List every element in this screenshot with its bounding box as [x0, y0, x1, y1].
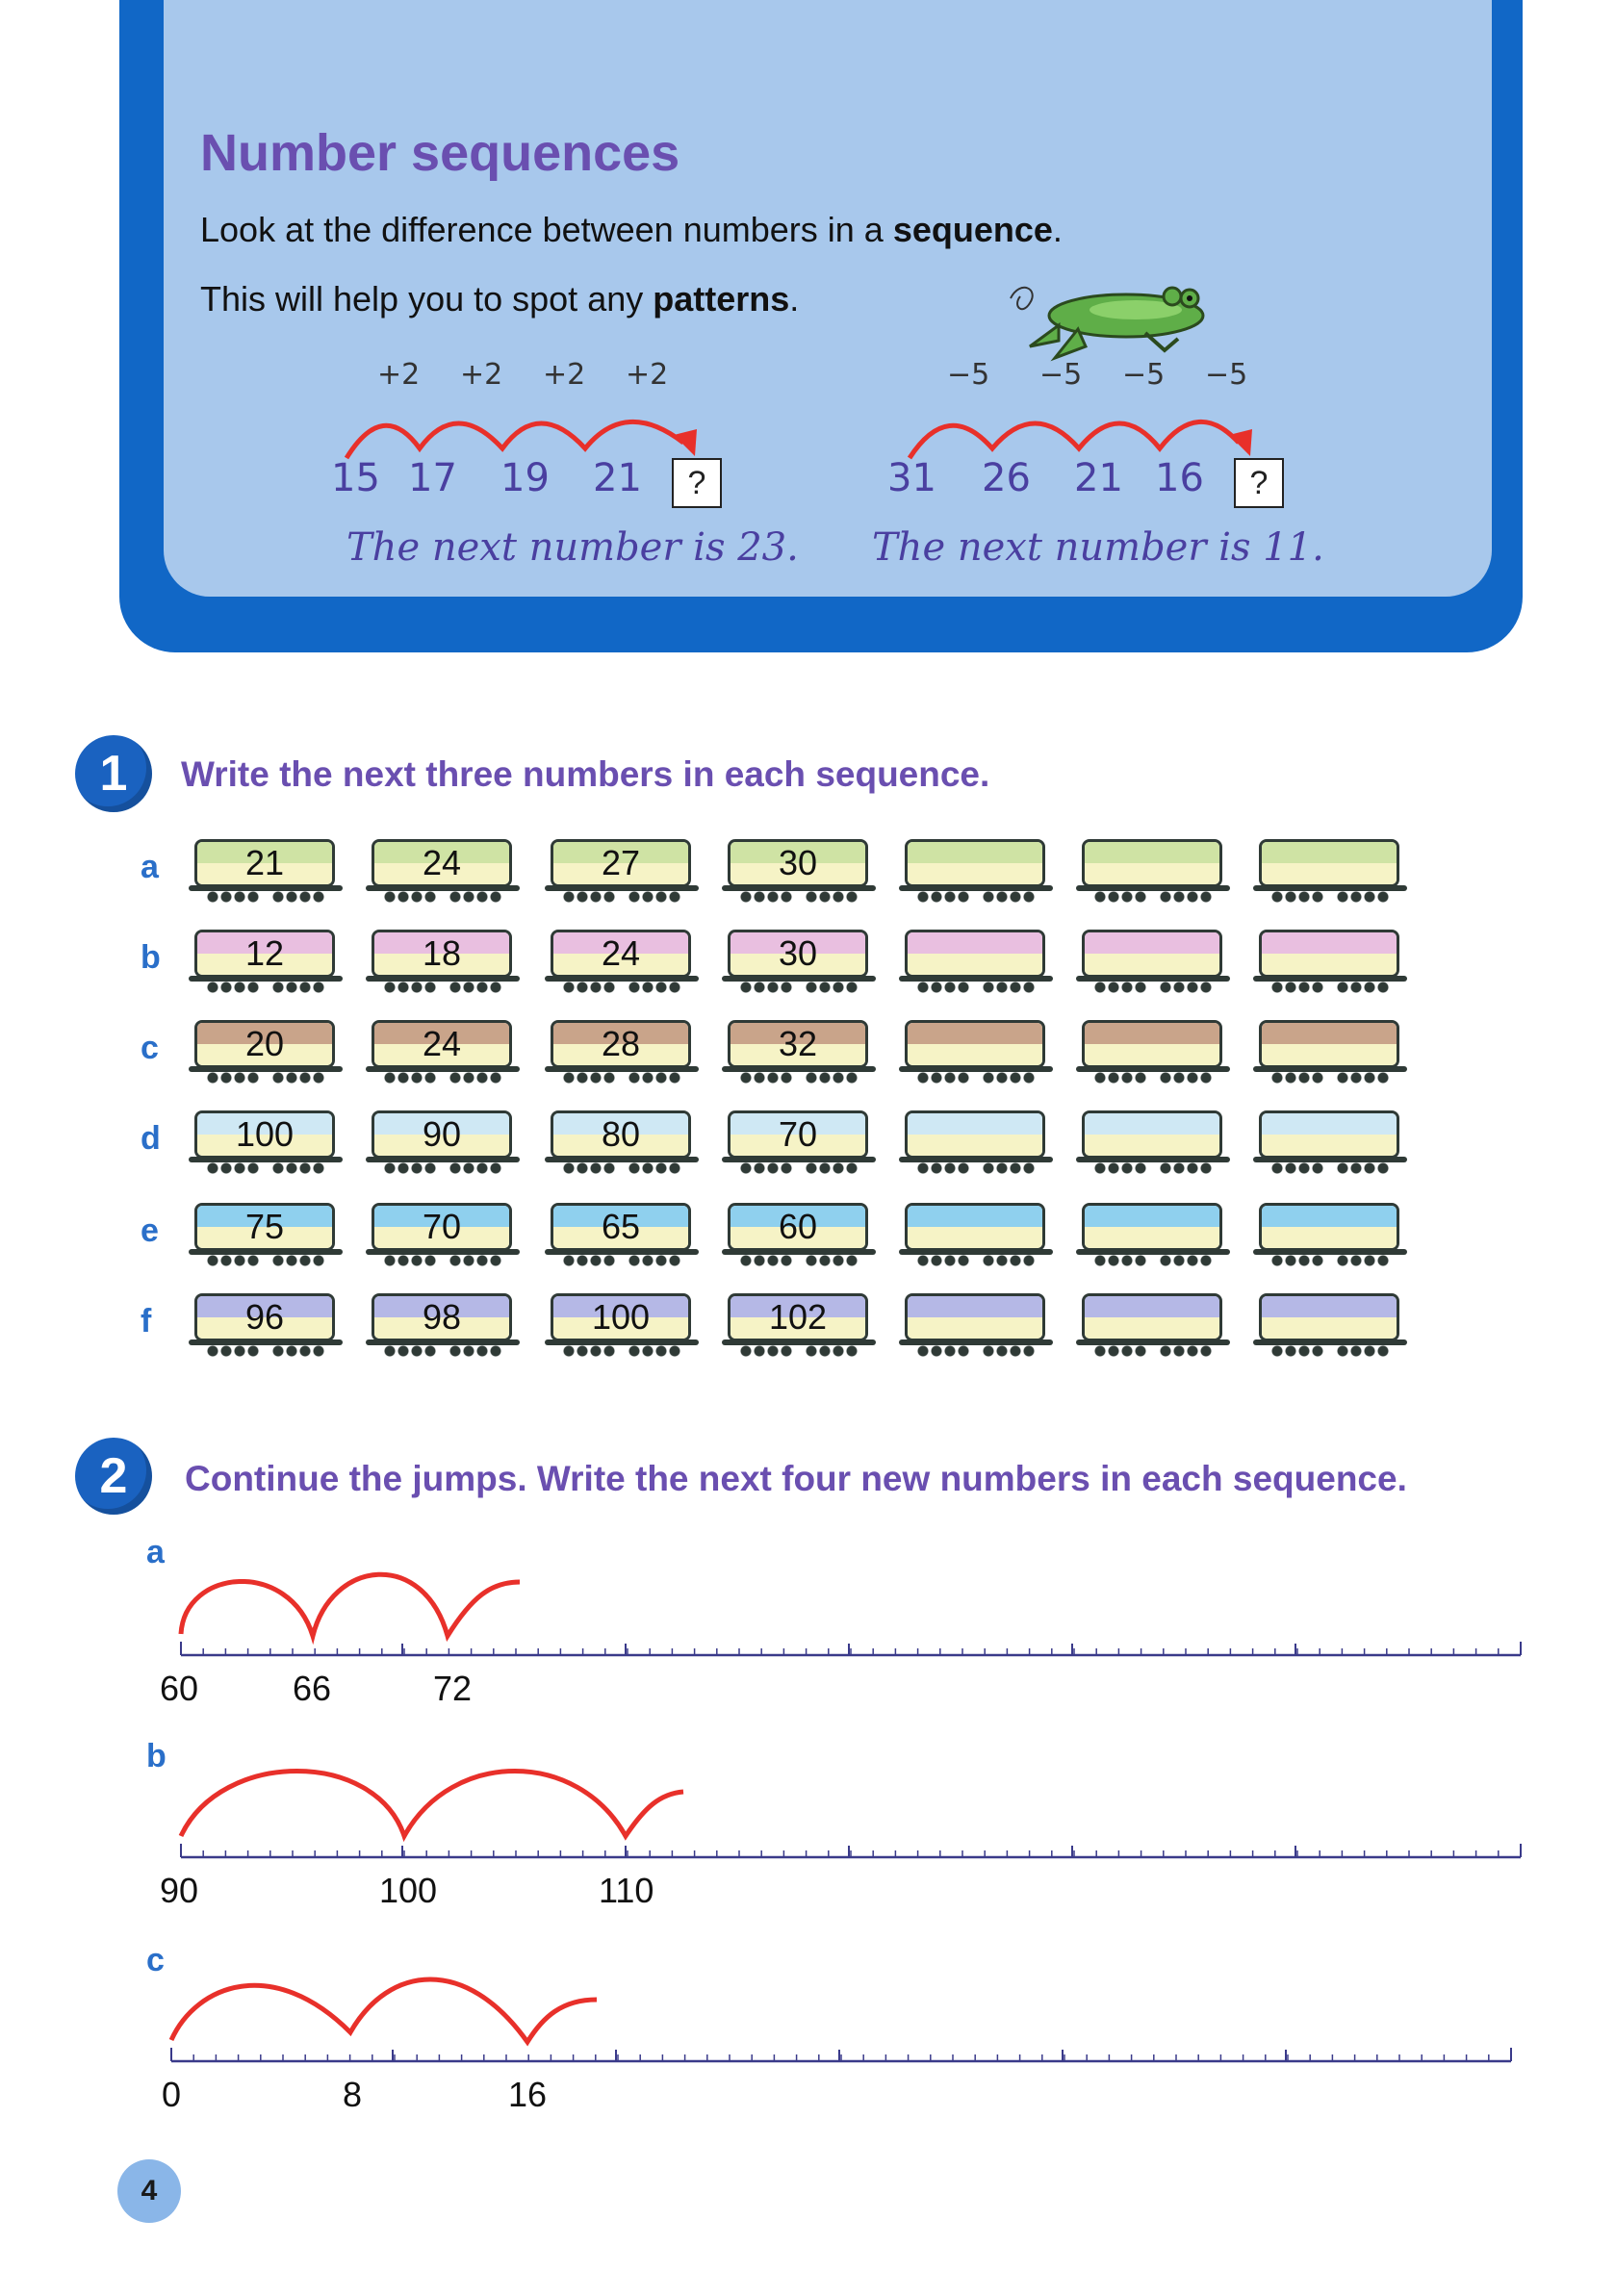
wheels-icon [562, 1162, 616, 1174]
wheels-icon [383, 982, 437, 993]
wagon-body [905, 1293, 1045, 1341]
wagon-body [905, 839, 1045, 887]
wheels-icon [206, 1162, 260, 1174]
wagon-body [905, 930, 1045, 978]
number-wagon [722, 1110, 876, 1178]
question-2-title: Continue the jumps. Write the next four new numbers in each sequence. [185, 1459, 1407, 1498]
jump-label: +2 [460, 358, 503, 392]
answer-wagon[interactable] [1253, 1110, 1407, 1178]
wagon-top [1262, 1206, 1397, 1227]
wheels-icon [383, 891, 437, 903]
wagon-bottom [1085, 1317, 1219, 1339]
answer-wagon[interactable] [1076, 930, 1230, 997]
wheels-icon [1093, 1162, 1147, 1174]
wheels-icon [271, 1345, 325, 1357]
wagon-body [1082, 930, 1222, 978]
wagon-top [1262, 1023, 1397, 1044]
number-wagon [722, 839, 876, 906]
wagon-top [1085, 842, 1219, 863]
wagon-value: 24 [422, 1024, 462, 1063]
wheels-icon [206, 1345, 260, 1357]
wagon-bottom [1085, 1044, 1219, 1065]
wheels-icon [271, 1255, 325, 1266]
number-line-value: 8 [343, 2075, 363, 2114]
wheels-icon [805, 982, 859, 993]
wagon-top [1262, 932, 1397, 954]
wagon-top [908, 1206, 1042, 1227]
wagon-value: 102 [768, 1297, 828, 1337]
wheels-icon [916, 1072, 970, 1084]
number-line-c [158, 1946, 1534, 2071]
number-wagon [366, 1293, 520, 1361]
jump-label: −5 [947, 358, 990, 392]
wheels-icon [1270, 1345, 1324, 1357]
number-wagon [189, 1110, 343, 1178]
answer-wagon[interactable] [1253, 1020, 1407, 1087]
wheels-icon [916, 1345, 970, 1357]
number-wagon [366, 930, 520, 997]
jump-arcs [171, 1979, 597, 2042]
jump-label: +2 [626, 358, 669, 392]
row-label: b [141, 939, 161, 976]
wheels-icon [562, 1345, 616, 1357]
wagon-body [1082, 839, 1222, 887]
wagon-value: 96 [244, 1297, 285, 1337]
wheels-icon [206, 982, 260, 993]
wagon-value: 30 [778, 843, 818, 882]
answer-wagon[interactable] [899, 1110, 1053, 1178]
example-sentence-left: The next number is 23. [346, 525, 799, 570]
answer-wagon[interactable] [1076, 1203, 1230, 1270]
wheels-icon [739, 891, 793, 903]
wagon-body [1259, 1293, 1399, 1341]
wagon-body [1259, 839, 1399, 887]
wheels-icon [449, 1072, 502, 1084]
wheels-icon [1159, 1162, 1213, 1174]
wheels-icon [1159, 982, 1213, 993]
wheels-icon [383, 1345, 437, 1357]
wheels-icon [1270, 1072, 1324, 1084]
number-wagon [366, 1020, 520, 1087]
jump-arcs [181, 1772, 683, 1837]
page-number: 4 [117, 2159, 181, 2223]
jump-arcs-left [337, 404, 712, 462]
wagon-value: 100 [591, 1297, 651, 1337]
wheels-icon [628, 1255, 681, 1266]
wheels-icon [449, 1255, 502, 1266]
wagon-body [1259, 930, 1399, 978]
number-line-value: 72 [433, 1669, 473, 1708]
number-line-b [164, 1740, 1540, 1865]
wheels-icon [1336, 1255, 1390, 1266]
answer-wagon[interactable] [1253, 1293, 1407, 1361]
jump-label: +2 [543, 358, 586, 392]
number-wagon [189, 1020, 343, 1087]
wheels-icon [982, 1255, 1036, 1266]
sequence-number: 31 [887, 456, 936, 500]
answer-wagon[interactable] [899, 1020, 1053, 1087]
wheels-icon [1093, 891, 1147, 903]
wheels-icon [628, 891, 681, 903]
wheels-icon [805, 1255, 859, 1266]
intro-line-1: Look at the difference between numbers in a sequence. [200, 210, 1063, 249]
wagon-bottom [1262, 1044, 1397, 1065]
wagon-value: 32 [778, 1024, 818, 1063]
number-line-value: 16 [508, 2075, 548, 2114]
wagon-top [1085, 932, 1219, 954]
wheels-icon [383, 1162, 437, 1174]
wagon-bottom [908, 954, 1042, 975]
wagon-bottom [908, 1227, 1042, 1248]
wheels-icon [449, 1345, 502, 1357]
number-wagon [189, 839, 343, 906]
wheels-icon [271, 891, 325, 903]
row-label: a [141, 849, 159, 885]
wagon-body [1259, 1020, 1399, 1068]
sequence-number: 16 [1155, 456, 1204, 500]
wheels-icon [805, 1162, 859, 1174]
wagon-top [908, 1113, 1042, 1135]
number-wagon [545, 839, 699, 906]
wagon-top [1085, 1206, 1219, 1227]
wheels-icon [271, 1162, 325, 1174]
row-label: f [141, 1303, 152, 1339]
wagon-value: 30 [778, 933, 818, 973]
sequence-number: 21 [593, 456, 642, 500]
wheels-icon [1093, 982, 1147, 993]
wagon-bottom [1262, 954, 1397, 975]
number-wagon [545, 1020, 699, 1087]
number-wagon [722, 930, 876, 997]
wagon-bottom [1262, 1317, 1397, 1339]
wheels-icon [739, 982, 793, 993]
wheels-icon [1336, 1345, 1390, 1357]
wheels-icon [206, 1255, 260, 1266]
wheels-icon [805, 891, 859, 903]
wagon-value: 28 [601, 1024, 641, 1063]
wagon-value: 60 [778, 1207, 818, 1246]
jump-label: +2 [377, 358, 421, 392]
wagon-top [1085, 1296, 1219, 1317]
wagon-body [1082, 1110, 1222, 1159]
wheels-icon [628, 982, 681, 993]
number-wagon [366, 1203, 520, 1270]
wheels-icon [1270, 982, 1324, 993]
wagon-value: 80 [601, 1114, 641, 1154]
number-line-value: 0 [162, 2075, 182, 2114]
sequence-number: 15 [331, 456, 380, 500]
number-wagon [366, 839, 520, 906]
number-wagon [722, 1293, 876, 1361]
number-line-value: 100 [379, 1871, 438, 1910]
arrow-head-icon [674, 429, 697, 456]
wagon-body [905, 1203, 1045, 1251]
wheels-icon [1159, 1255, 1213, 1266]
row-label: c [146, 1942, 165, 1978]
answer-wagon[interactable] [899, 839, 1053, 906]
number-line-a [164, 1540, 1540, 1665]
sequence-number: 26 [982, 456, 1031, 500]
wheels-icon [1270, 1255, 1324, 1266]
row-label: c [141, 1030, 159, 1066]
wheels-icon [628, 1072, 681, 1084]
wheels-icon [1270, 891, 1324, 903]
wheels-icon [982, 891, 1036, 903]
wheels-icon [562, 982, 616, 993]
answer-wagon[interactable] [1076, 839, 1230, 906]
jump-label: −5 [1205, 358, 1248, 392]
number-wagon [189, 930, 343, 997]
wagon-value: 70 [422, 1207, 462, 1246]
wagon-body [905, 1020, 1045, 1068]
wheels-icon [982, 1345, 1036, 1357]
wheels-icon [1336, 891, 1390, 903]
answer-wagon[interactable] [899, 1203, 1053, 1270]
wheels-icon [982, 1072, 1036, 1084]
wheels-icon [449, 891, 502, 903]
wagon-body [1259, 1203, 1399, 1251]
sequence-number: 17 [408, 456, 457, 500]
example-sentence-right: The next number is 11. [872, 525, 1324, 570]
wagon-value: 100 [235, 1114, 295, 1154]
number-wagon [545, 1293, 699, 1361]
wagon-top [908, 1023, 1042, 1044]
wagon-value: 75 [244, 1207, 285, 1246]
wagon-value: 12 [244, 933, 285, 973]
wheels-icon [206, 891, 260, 903]
wagon-top [1085, 1023, 1219, 1044]
answer-wagon[interactable] [1253, 930, 1407, 997]
row-label: a [146, 1534, 165, 1570]
row-label: b [146, 1738, 167, 1774]
wagon-value: 27 [601, 843, 641, 882]
wheels-icon [383, 1072, 437, 1084]
unknown-box: ? [672, 458, 722, 508]
wheels-icon [1159, 1072, 1213, 1084]
wheels-icon [739, 1255, 793, 1266]
wagon-value: 70 [778, 1114, 818, 1154]
wagon-body [1082, 1203, 1222, 1251]
wheels-icon [916, 1255, 970, 1266]
question-1-badge: 1 [75, 735, 152, 812]
answer-wagon[interactable] [1076, 1293, 1230, 1361]
wheels-icon [449, 1162, 502, 1174]
wheels-icon [271, 982, 325, 993]
wheels-icon [1093, 1072, 1147, 1084]
wheels-icon [1336, 1162, 1390, 1174]
wheels-icon [562, 1072, 616, 1084]
wagon-body [1259, 1110, 1399, 1159]
number-wagon [545, 930, 699, 997]
wagon-value: 21 [244, 843, 285, 882]
answer-wagon[interactable] [1076, 1110, 1230, 1178]
question-1-title: Write the next three numbers in each sequence. [181, 754, 990, 794]
wheels-icon [562, 891, 616, 903]
jump-arcs-right [900, 404, 1266, 462]
wheels-icon [916, 891, 970, 903]
number-wagon [545, 1203, 699, 1270]
number-wagon [366, 1110, 520, 1178]
wagon-bottom [1085, 863, 1219, 884]
unknown-box: ? [1234, 458, 1284, 508]
wagon-bottom [1262, 1135, 1397, 1156]
wagon-bottom [1262, 863, 1397, 884]
row-label: d [141, 1120, 161, 1157]
number-wagon [545, 1110, 699, 1178]
wheels-icon [916, 1162, 970, 1174]
wagon-body [1082, 1293, 1222, 1341]
wagon-top [908, 1296, 1042, 1317]
number-wagon [722, 1020, 876, 1087]
wagon-top [908, 842, 1042, 863]
answer-wagon[interactable] [899, 930, 1053, 997]
wheels-icon [1093, 1255, 1147, 1266]
page-title: Number sequences [200, 124, 680, 182]
wheels-icon [1270, 1162, 1324, 1174]
wagon-top [1262, 1113, 1397, 1135]
wagon-value: 24 [601, 933, 641, 973]
wagon-bottom [1262, 1227, 1397, 1248]
wagon-bottom [908, 1135, 1042, 1156]
wheels-icon [739, 1162, 793, 1174]
wheels-icon [739, 1072, 793, 1084]
wheels-icon [805, 1345, 859, 1357]
wheels-icon [1093, 1345, 1147, 1357]
wagon-bottom [908, 1317, 1042, 1339]
row-label: e [141, 1212, 159, 1249]
wagon-value: 20 [244, 1024, 285, 1063]
jump-arcs [181, 1574, 520, 1636]
wagon-top [908, 932, 1042, 954]
sequence-number: 21 [1074, 456, 1123, 500]
sequence-number: 19 [500, 456, 550, 500]
wheels-icon [562, 1255, 616, 1266]
wheels-icon [982, 982, 1036, 993]
wheels-icon [628, 1162, 681, 1174]
number-line-value: 110 [599, 1871, 654, 1910]
wheels-icon [739, 1345, 793, 1357]
wagon-bottom [908, 1044, 1042, 1065]
wagon-body [1082, 1020, 1222, 1068]
number-line-value: 90 [160, 1871, 199, 1910]
jump-label: −5 [1122, 358, 1166, 392]
number-line-value: 60 [160, 1669, 199, 1708]
wagon-bottom [1085, 954, 1219, 975]
wheels-icon [1336, 982, 1390, 993]
frog-illustration [1001, 269, 1232, 366]
answer-wagon[interactable] [1253, 1203, 1407, 1270]
wheels-icon [449, 982, 502, 993]
answer-wagon[interactable] [1253, 839, 1407, 906]
number-wagon [189, 1203, 343, 1270]
wheels-icon [1159, 891, 1213, 903]
wagon-top [1262, 842, 1397, 863]
wagon-value: 18 [422, 933, 462, 973]
number-wagon [722, 1203, 876, 1270]
wheels-icon [805, 1072, 859, 1084]
intro-line-2: This will help you to spot any patterns. [200, 279, 800, 319]
wagon-value: 24 [422, 843, 462, 882]
wheels-icon [982, 1162, 1036, 1174]
wheels-icon [271, 1072, 325, 1084]
number-line-value: 66 [293, 1669, 332, 1708]
wagon-value: 90 [422, 1114, 462, 1154]
wagon-value: 98 [422, 1297, 462, 1337]
wagon-bottom [1085, 1227, 1219, 1248]
wheels-icon [383, 1255, 437, 1266]
answer-wagon[interactable] [899, 1293, 1053, 1361]
wagon-bottom [908, 863, 1042, 884]
wheels-icon [206, 1072, 260, 1084]
question-2-badge: 2 [75, 1438, 152, 1515]
wagon-bottom [1085, 1135, 1219, 1156]
wheels-icon [1159, 1345, 1213, 1357]
wheels-icon [1336, 1072, 1390, 1084]
wagon-value: 65 [601, 1207, 641, 1246]
jump-label: −5 [1039, 358, 1083, 392]
wagon-body [905, 1110, 1045, 1159]
wagon-top [1085, 1113, 1219, 1135]
wheels-icon [628, 1345, 681, 1357]
wagon-top [1262, 1296, 1397, 1317]
wheels-icon [916, 982, 970, 993]
number-wagon [189, 1293, 343, 1361]
answer-wagon[interactable] [1076, 1020, 1230, 1087]
